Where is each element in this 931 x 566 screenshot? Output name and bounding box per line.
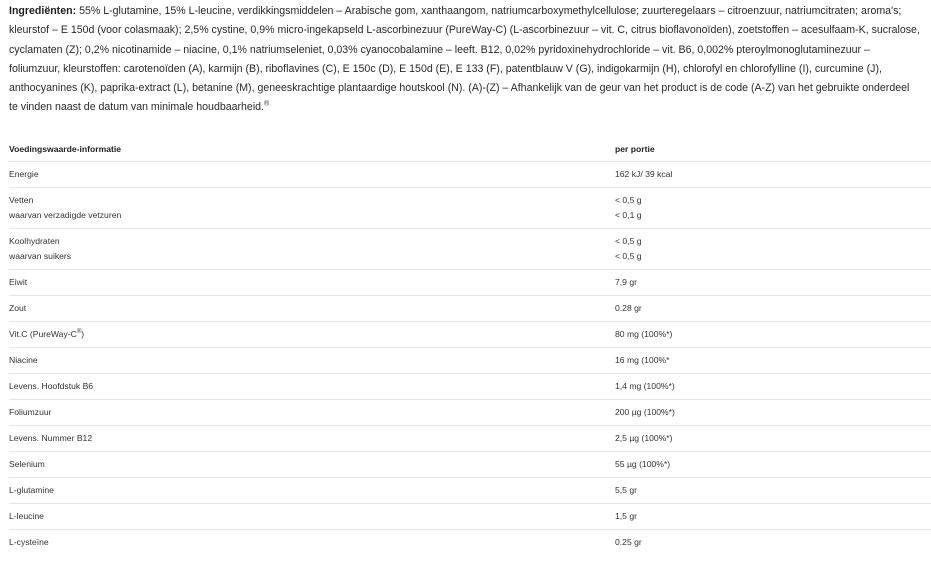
row-value: 80 mg (100%*): [615, 329, 673, 339]
row-name: Levens. Hoofdstuk B6: [9, 381, 94, 391]
header-per-portion: per portie: [615, 143, 655, 154]
table-row-vitamine-c: [9, 322, 931, 348]
row-name: Vetten: [9, 195, 34, 205]
table-row-koolhydraten: [9, 229, 931, 270]
row-name: Zout: [9, 303, 27, 313]
row-value: 200 µg (100%*): [615, 407, 675, 417]
ingredients-text: 55% L-glutamine, 15% L-leucine, verdikkingsmiddelen – Arabische gom, xanthaangom, natriumcarboxymethylcellulose; zuurteregelaars – citroenzuur, natriumcitraten; aroma's; kleurstof – E 150d (voor colasmaak); 2,5% cystine, 0,9% micro-ingekapseld L-ascorbinezuur (PureWay-C) (L-ascorbinezuur – vit. C, citrus bioflavonoïden), zoetstoffen – acesulfaam-K, sucralose, cyclamaten (Z); 0,2% nicotinamide – niacine, 0,1% natriumseleniet, 0,03% cyanocobalamine – leeft. B12, 0,02% pyridoxinehydrochloride – vit. B6, 0,002% pteroylmonoglutaminezuur – foliumzuur, kleurstoffen: carotenoïden (A), karmijn (B), riboflavines (C), E 150c (D), E 150d (E), E 133 (F), patentblauw V (G), indigokarmijn (H), chlorofyl en chlorofylline (I), curcumine (J), anthocyanines (K), paprika-extract (L), betanine (M), geneeskrachtige plantaardige houtskool (N). (A)-(Z) – Afhankelijk van de geur van het product is de code (A-Z) van het gebruikte onderdeel te vinden naast de datum van minimale houdbaarheid.: [9, 5, 920, 114]
table-row-vitamine-b6: [9, 374, 931, 400]
table-row-zout: [9, 296, 931, 322]
row-name: Koolhydraten: [9, 236, 60, 246]
row-value: 16 mg (100%*: [615, 355, 670, 365]
nutrition-table: [9, 137, 931, 555]
row-sub-value: < 0,1 g: [615, 210, 642, 220]
row-name: Energie: [9, 169, 39, 179]
ingredients-label: Ingrediënten:: [9, 5, 77, 17]
row-value: 5,5 gr: [615, 485, 637, 495]
table-row-vetten: [9, 188, 931, 229]
row-sub-value: < 0,5 g: [615, 251, 642, 261]
row-name: L-cysteïne: [9, 537, 49, 547]
row-name: L-glutamine: [9, 485, 54, 495]
table-row-energie: [9, 162, 931, 188]
row-name: Selenium: [9, 459, 45, 469]
row-value: 55 µg (100%*): [615, 459, 671, 469]
table-row-l-glutamine: [9, 478, 931, 504]
table-row-vitamine-b12: [9, 426, 931, 452]
table-row-l-leucine: [9, 504, 931, 530]
row-name-end: ): [81, 329, 85, 339]
row-name: Vit.C (PureWay-C: [9, 329, 77, 339]
table-row-eiwit: [9, 270, 931, 296]
row-value: < 0,5 g: [615, 195, 642, 205]
ingredients-paragraph: [9, 2, 921, 118]
row-name: Foliumzuur: [9, 407, 52, 417]
row-name: Eiwit: [9, 277, 28, 287]
table-row-foliumzuur: [9, 400, 931, 426]
table-row-niacine: [9, 348, 931, 374]
table-row-l-cysteine: [9, 530, 931, 555]
row-value: 1,5 gr: [615, 511, 637, 521]
header-nutrition-info: Voedingswaarde-informatie: [9, 143, 122, 154]
row-value: 0.28 gr: [615, 303, 642, 313]
row-value: 0.25 gr: [615, 537, 642, 547]
table-row-selenium: [9, 452, 931, 478]
row-sub-name: waarvan verzadigde vetzuren: [9, 210, 122, 220]
row-value: < 0,5 g: [615, 236, 642, 246]
row-name: L-leucine: [9, 511, 44, 521]
registered-mark: ®: [264, 100, 270, 108]
registered-mark: ®: [76, 329, 82, 336]
row-name: Niacine: [9, 355, 38, 365]
row-value: 1,4 mg (100%*): [615, 381, 675, 391]
row-value: 7,9 gr: [615, 277, 637, 287]
row-name: Levens. Nummer B12: [9, 433, 93, 443]
row-value: 162 kJ/ 39 kcal: [615, 169, 673, 179]
nutrition-table-header: [9, 137, 931, 162]
row-value: 2,5 µg (100%*): [615, 433, 673, 443]
row-sub-name: waarvan suikers: [9, 251, 72, 261]
